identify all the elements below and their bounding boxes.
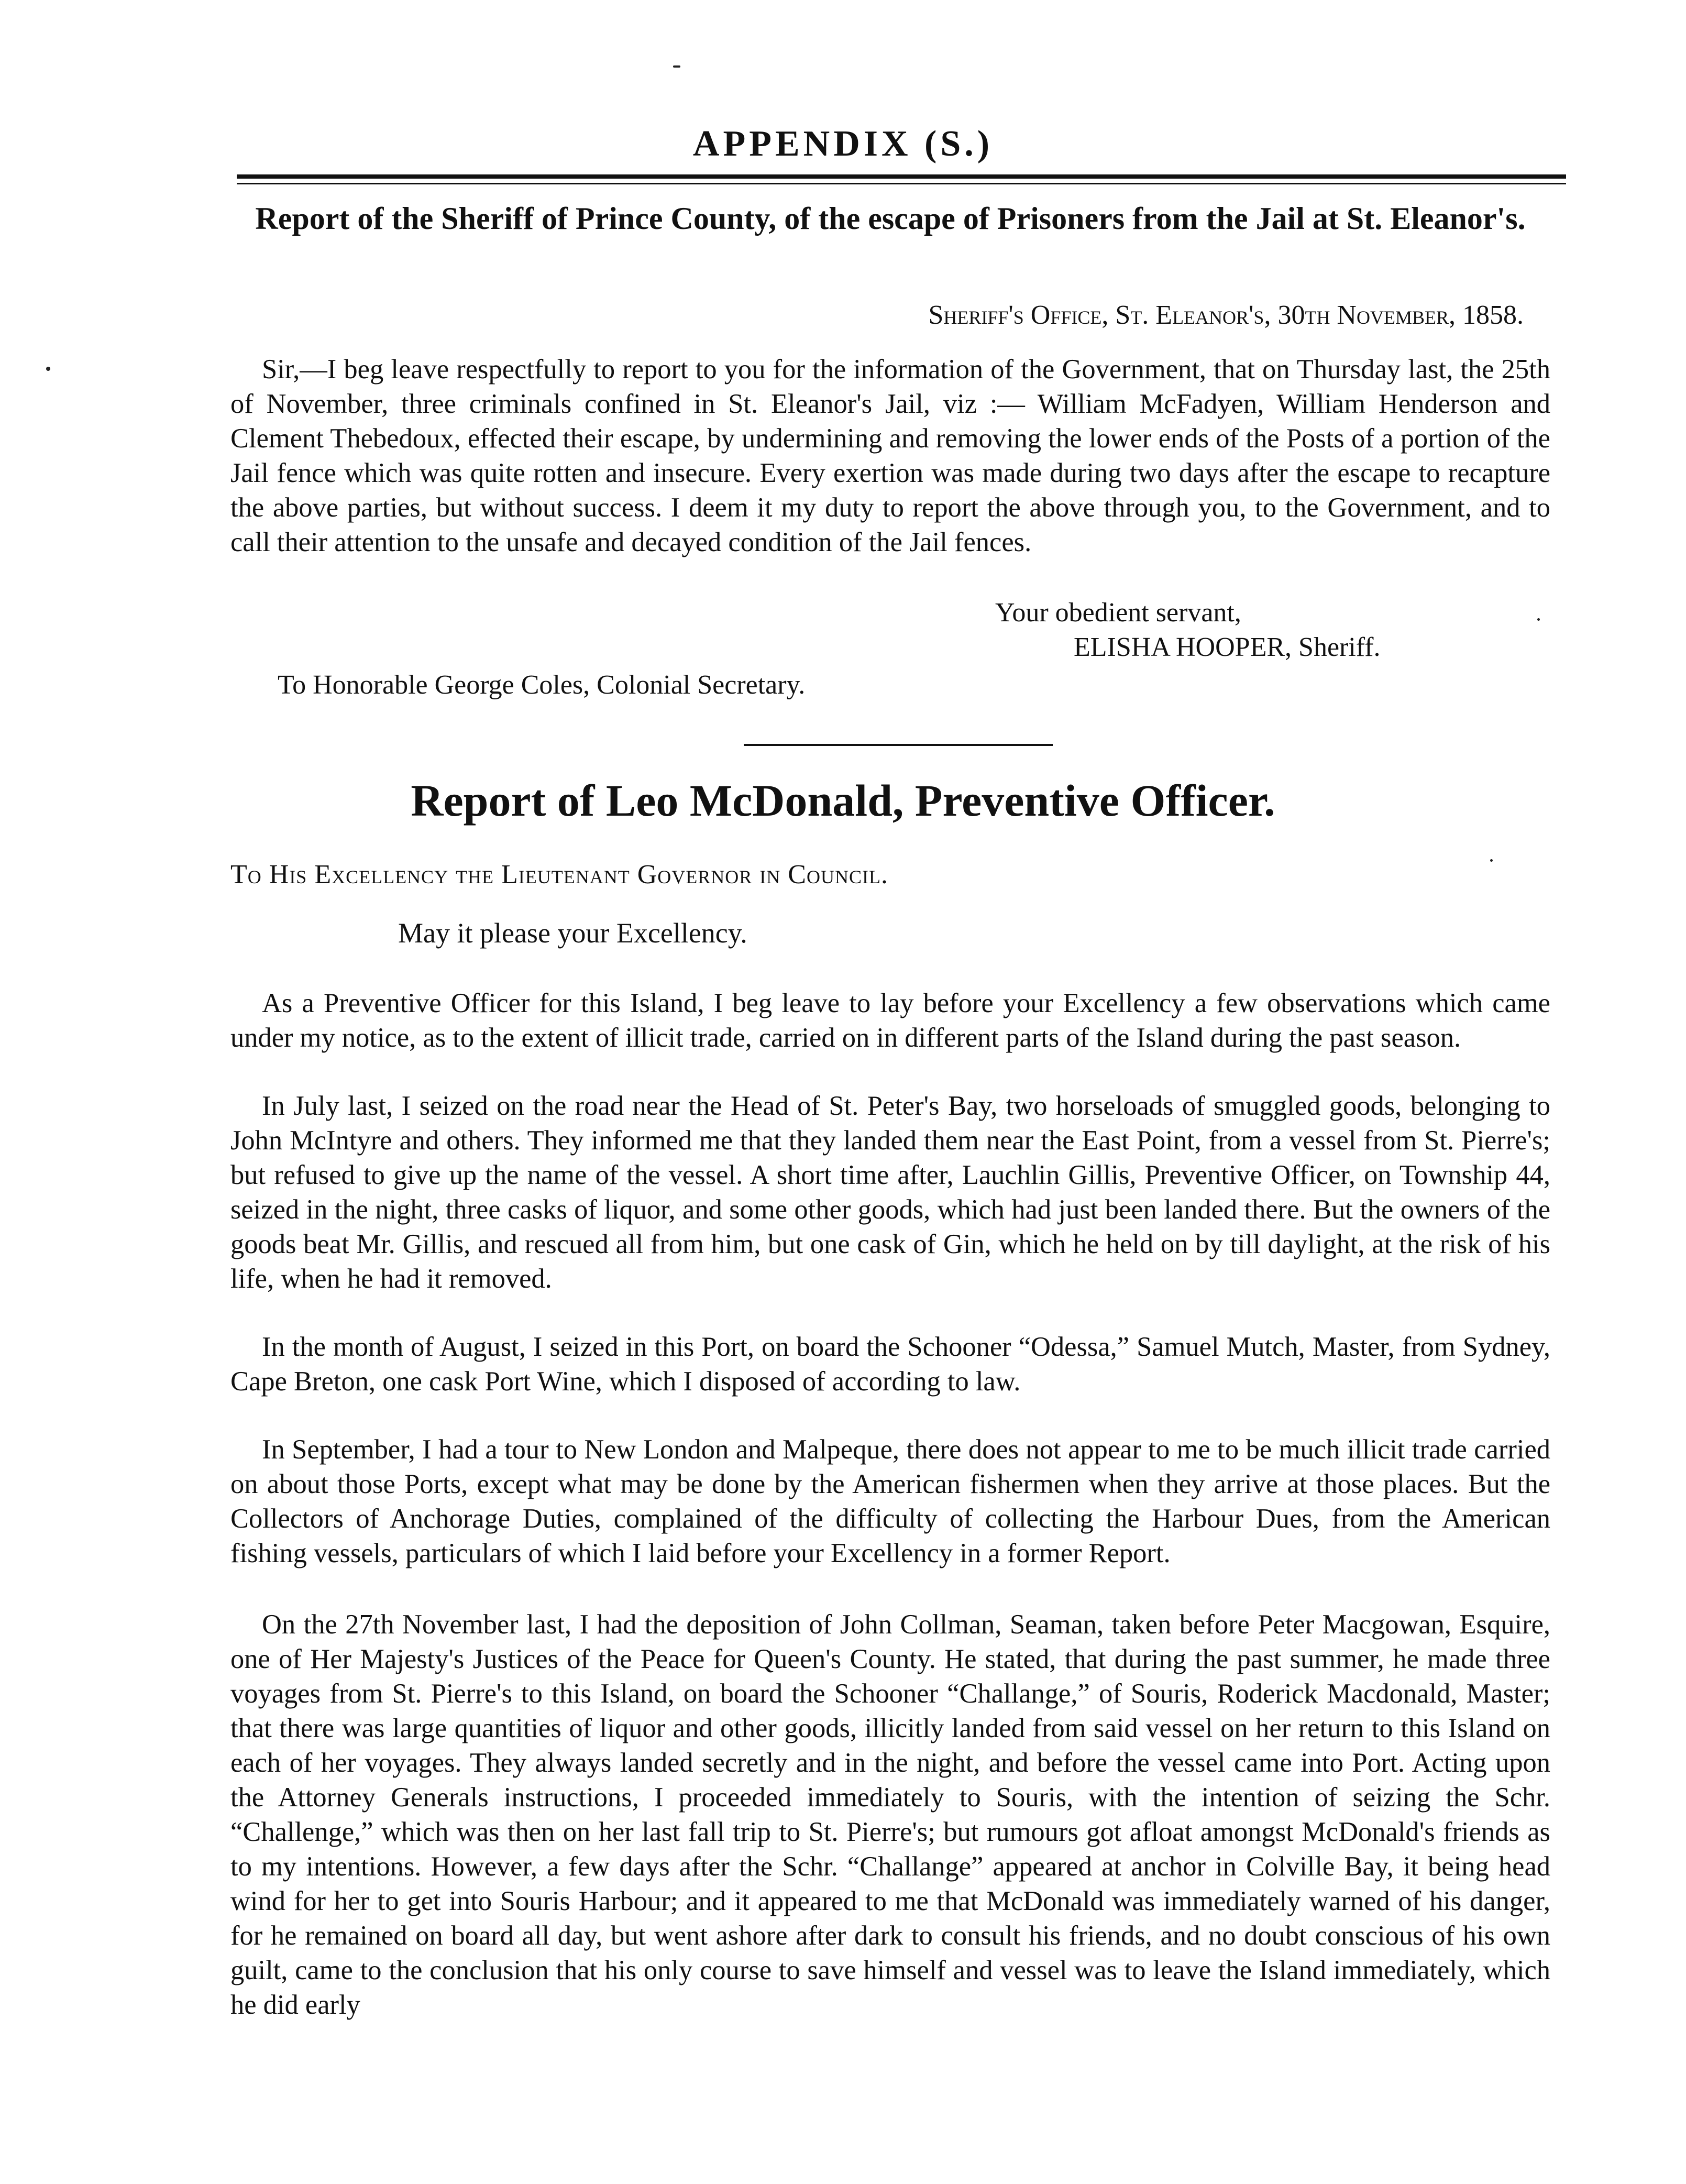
sheriff-report-body: Sir,—I beg leave respectfully to report to you for the information of the Government, that on Thursday last, the 25th of November, three criminals confined in St. Eleanor's Jail, viz :— William McFadyen, William Henderson and Clement Thebedoux, effected their escape, by undermining and removing the lower ends of the Posts of a portion of the Jail fence which was quite rotten and insecure. Every exertion was made during two days after the escape to recapture the above parties, but without success. I deem it my duty to report the above through you, to the Government, and to call their attention to the unsafe and decayed condition of the Jail fences. — [230, 354, 1550, 557]
print-speck — [46, 367, 50, 371]
report-paragraph: In September, I had a tour to New London and Malpeque, there does not appear to me to be much illicit trade carried on about those Ports, except what may be done by the American fishermen when they arrive at those places. But the Collectors of Anchorage Duties, complained of the difficulty of collecting the Harbour Dues, from the American fishing vessels, particulars of which I laid before your Excellency in a former Report. — [230, 1434, 1550, 1568]
print-speck — [1490, 859, 1493, 862]
section-divider — [744, 744, 1053, 746]
preventive-report-salutation: May it please your Excellency. — [398, 917, 747, 949]
header-rule-thick — [237, 174, 1566, 179]
sheriff-signature: ELISHA HOOPER, Sheriff. — [1074, 632, 1381, 662]
report-paragraph: On the 27th November last, I had the deposition of John Collman, Seaman, taken before Peter Macgowan, Esquire, one of Her Majesty's Justices of the Peace for Queen's County. He stated, that during the past summer, he made three voyages from St. Pierre's to this Island, on board the Schooner “Challange,” of Souris, Roderick Macdonald, Master; that there was large quantities of liquor and other goods, illicitly landed from said vessel on her return to this Island on each of her voyages. They always landed secretly and in the night, and before the vessel came into Port. Acting upon the Attorney Generals instructions, I proceeded immediately to Souris, with the intention of seizing the Schr. “Challenge,” which was then on her last fall trip to St. Pierre's; but rumours got afloat amongst McDonald's friends as to my intentions. However, a few days after the Schr. “Challange” appeared at anchor in Colville Bay, it being head wind for her to get into Souris Harbour; and it appeared to me that McDonald was immediately warned of his danger, for he remained on board all day, but went ashore after dark to consult his friends, and no doubt conscious of his own guilt, came to the conclusion that his only course to save himself and vessel was to leave the Island immediately, which he did early — [230, 1609, 1550, 2020]
preventive-report-to-line: To His Excellency the Lieutenant Governor in Council. — [230, 860, 888, 890]
print-speck — [1537, 618, 1540, 621]
report-paragraph: In July last, I seized on the road near the Head of St. Peter's Bay, two horseloads of smuggled goods, belonging to John McIntyre and others. They informed me that they landed them near the East Point, from a vessel from St. Pierre's; but refused to give up the name of the vessel. A short time after, Lauchlin Gillis, Preventive Officer, on Township 44, seized in the night, three casks of liquor, and some other goods, which had just been landed there. But the owners of the goods beat Mr. Gillis, and rescued all from him, but one cask of Gin, which he held on by till daylight, at the risk of his life, when he had it removed. — [230, 1091, 1550, 1294]
header-rule-thin — [237, 183, 1566, 184]
appendix-heading: APPENDIX (S.) — [692, 124, 994, 164]
preventive-report-title: Report of Leo McDonald, Preventive Officer. — [411, 775, 1275, 826]
print-speck — [673, 65, 680, 68]
sheriff-dateline: Sheriff's Office, St. Eleanor's, 30th November, 1858. — [928, 300, 1524, 330]
sheriff-addressee: To Honorable George Coles, Colonial Secretary. — [278, 670, 806, 700]
sheriff-report-title: Report of the Sheriff of Prince County, of the escape of Prisoners from the Jail at St. Eleanor's. — [255, 201, 1526, 236]
report-paragraph: As a Preventive Officer for this Island, I beg leave to lay before your Excellency a few observations which came under my notice, as to the extent of illicit trade, carried on in different parts of the Island during the past season. — [230, 988, 1550, 1053]
sheriff-closing: Your obedient servant, — [995, 598, 1241, 628]
report-paragraph: In the month of August, I seized in this Port, on board the Schooner “Odessa,” Samuel Mutch, Master, from Sydney, Cape Breton, one cask Port Wine, which I disposed of according to law. — [230, 1332, 1550, 1397]
